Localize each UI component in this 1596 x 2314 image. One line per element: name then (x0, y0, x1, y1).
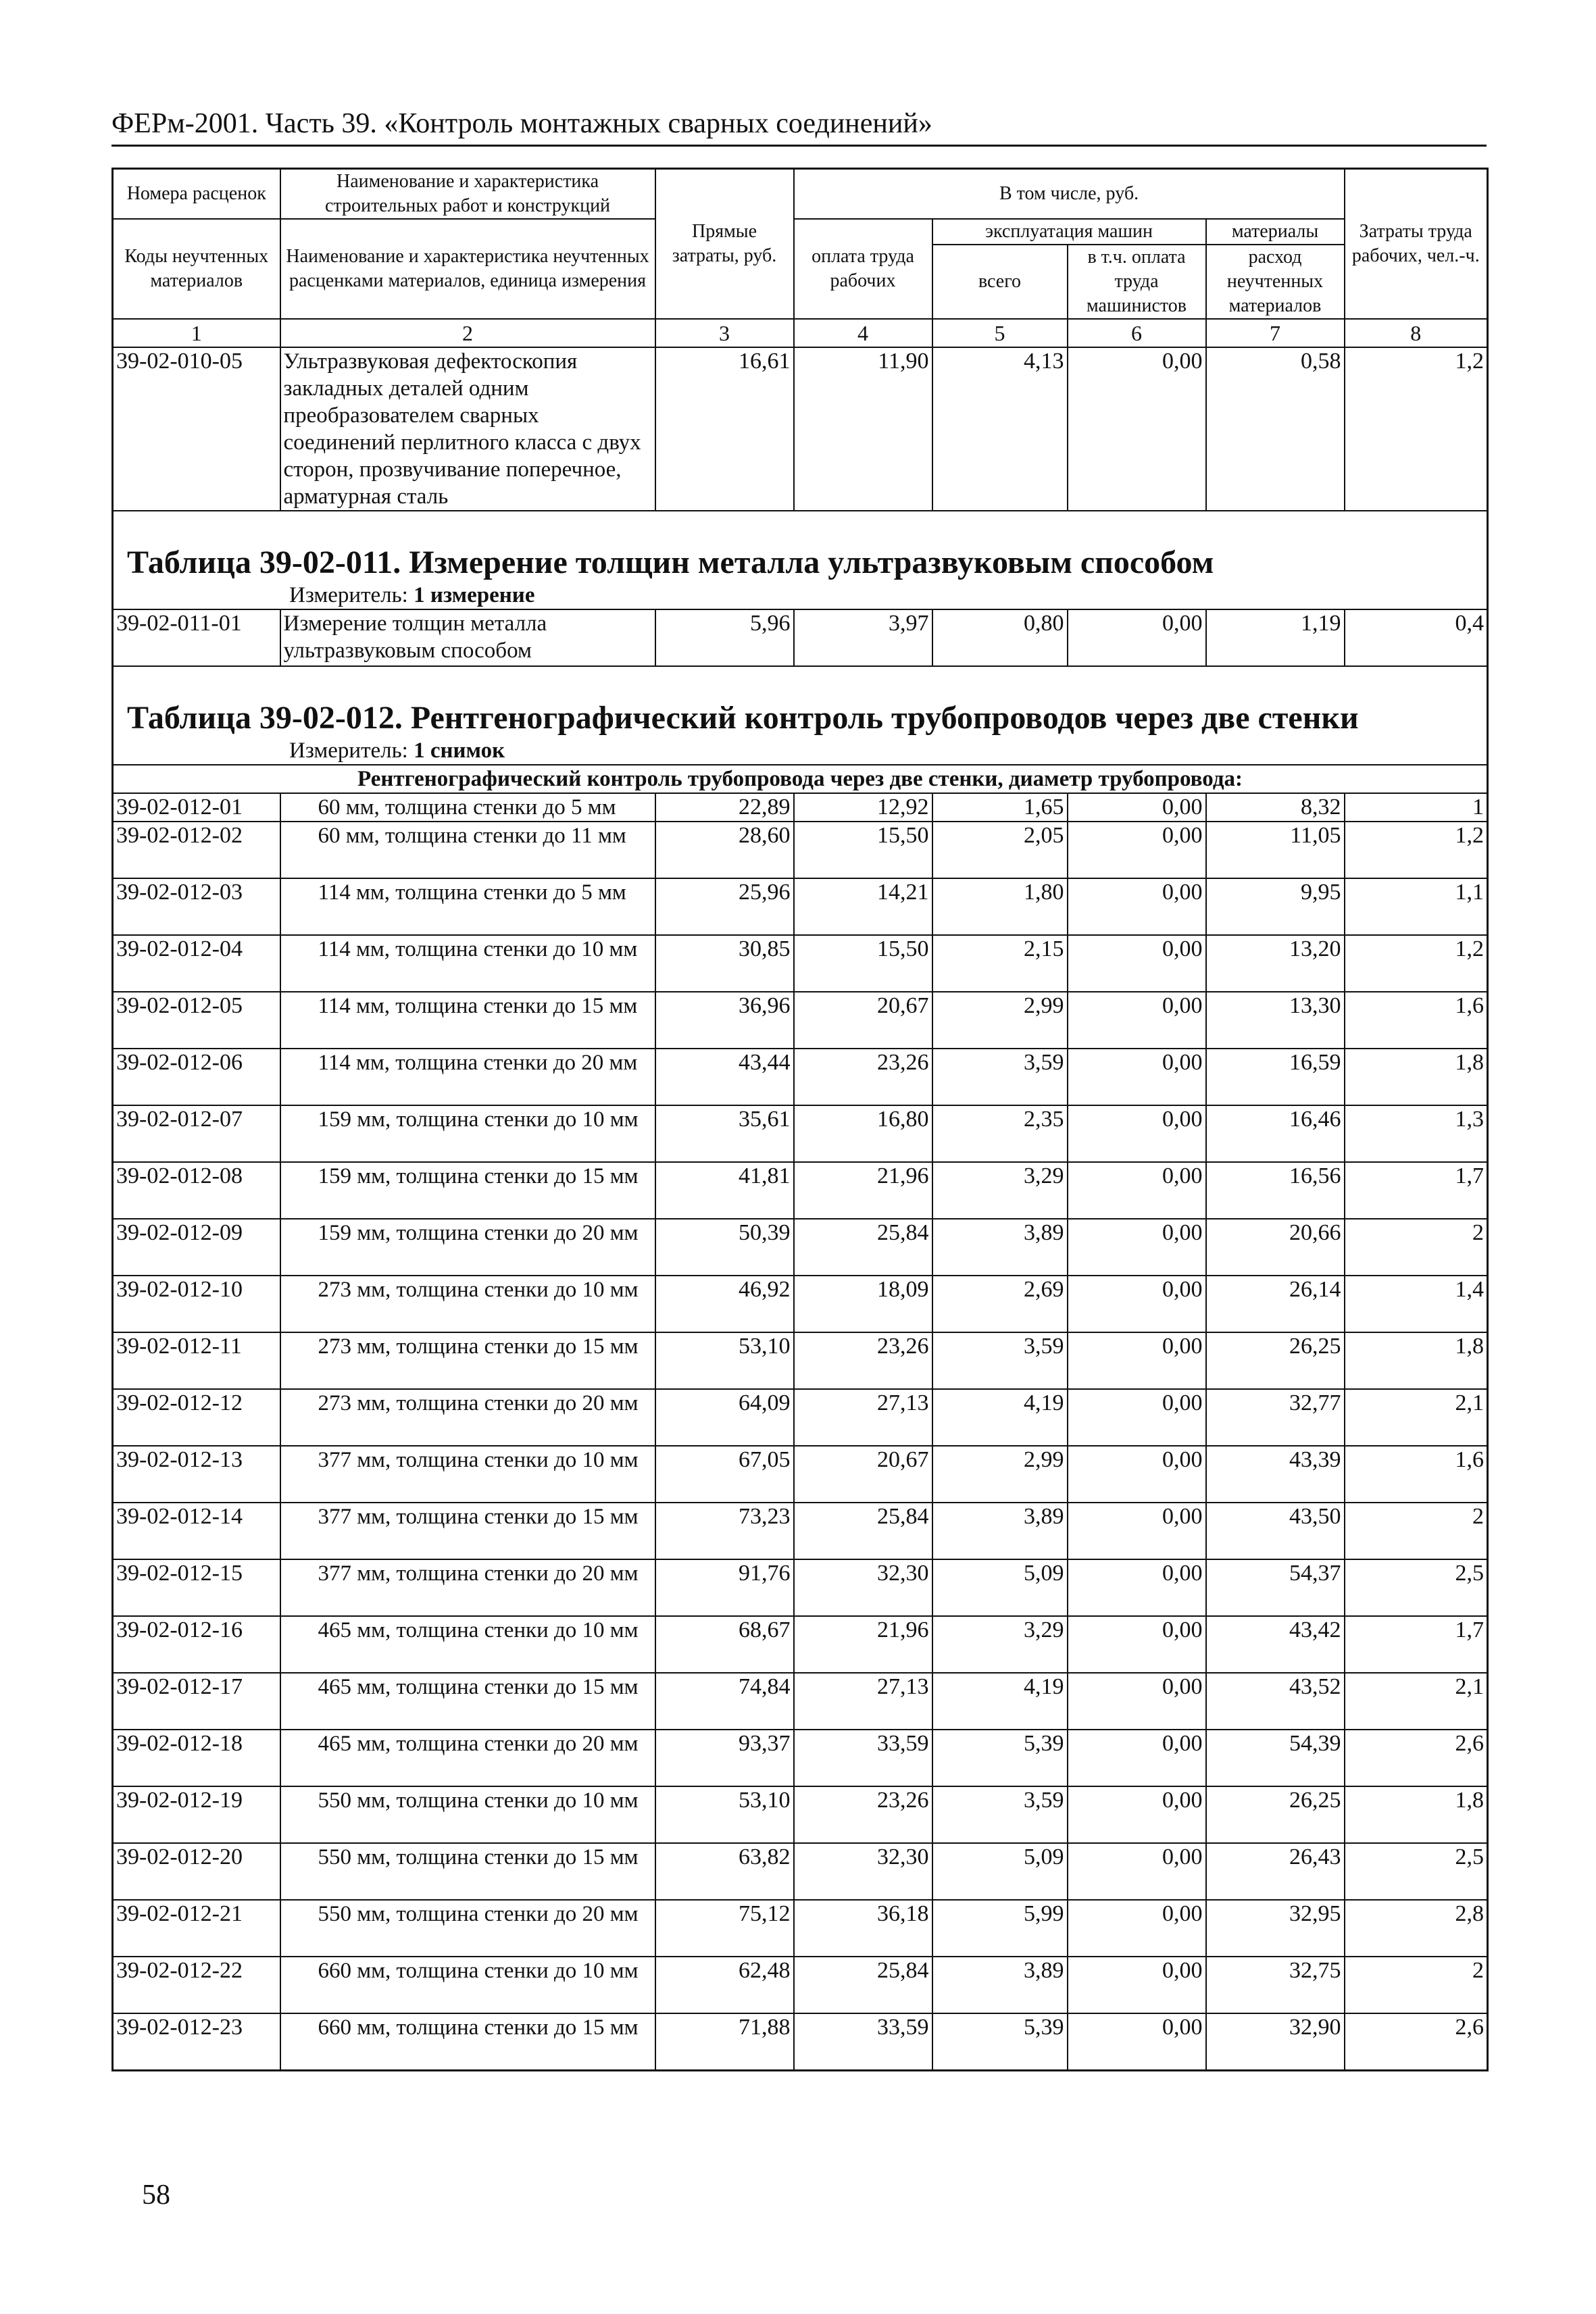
col-4-head: оплата труда рабочих (794, 219, 932, 319)
labor-hours: 1,1 (1345, 878, 1488, 935)
rate-code: 39-02-012-23 (113, 2013, 280, 2071)
machinists-pay: 0,00 (1068, 347, 1206, 511)
rate-name: 465 мм, толщина стенки до 10 мм (280, 1616, 655, 1673)
rates-table (111, 168, 1489, 2071)
labor-pay: 33,59 (794, 1730, 932, 1786)
rate-code: 39-02-012-07 (113, 1105, 280, 1162)
rate-code: 39-02-012-05 (113, 992, 280, 1049)
materials: 43,50 (1206, 1503, 1345, 1559)
machines-total: 3,89 (932, 1503, 1068, 1559)
direct-cost: 62,48 (655, 1957, 794, 2013)
direct-cost: 53,10 (655, 1332, 794, 1389)
labor-hours: 1,4 (1345, 1276, 1488, 1332)
table-row (113, 1673, 1488, 1730)
rate-code: 39-02-012-03 (113, 878, 280, 935)
table-row (113, 992, 1488, 1049)
machinists-pay: 0,00 (1068, 1276, 1206, 1332)
meter-label: Измеритель: (289, 738, 414, 763)
labor-pay: 21,96 (794, 1616, 932, 1673)
machinists-pay: 0,00 (1068, 1332, 1206, 1389)
header-row-2 (113, 219, 1488, 245)
labor-pay: 20,67 (794, 992, 932, 1049)
rate-code: 39-02-010-05 (113, 347, 280, 511)
machines-total: 2,99 (932, 992, 1068, 1049)
labor-hours: 2,8 (1345, 1900, 1488, 1957)
rate-code: 39-02-012-22 (113, 1957, 280, 2013)
meter-value: 1 измерение (414, 583, 535, 607)
col-7-head: расход неучтенных материалов (1206, 245, 1345, 319)
rate-name: Ультразвуковая дефектоскопия закладных деталей одним преобразователем сварных соединений перлитного класса с двух сторон, прозвучивание поперечное, арматурная сталь (280, 347, 655, 511)
labor-hours: 1,8 (1345, 1786, 1488, 1843)
rate-name: 660 мм, толщина стенки до 10 мм (280, 1957, 655, 2013)
materials: 16,56 (1206, 1162, 1345, 1219)
machines-head: эксплуатация машин (932, 219, 1206, 245)
rate-code: 39-02-012-15 (113, 1559, 280, 1616)
machines-total: 1,65 (932, 793, 1068, 822)
materials: 43,39 (1206, 1446, 1345, 1503)
materials: 26,25 (1206, 1786, 1345, 1843)
machines-total: 3,59 (932, 1049, 1068, 1105)
direct-cost: 64,09 (655, 1389, 794, 1446)
machines-total: 5,09 (932, 1843, 1068, 1900)
direct-cost: 53,10 (655, 1786, 794, 1843)
rate-code: 39-02-012-17 (113, 1673, 280, 1730)
labor-pay: 25,84 (794, 1219, 932, 1276)
direct-cost: 91,76 (655, 1559, 794, 1616)
rate-name: 114 мм, толщина стенки до 10 мм (280, 935, 655, 992)
col-num: 8 (1345, 319, 1488, 347)
table-row (113, 1162, 1488, 1219)
labor-pay: 23,26 (794, 1786, 932, 1843)
materials: 11,05 (1206, 822, 1345, 878)
direct-cost: 46,92 (655, 1276, 794, 1332)
table-row (113, 1105, 1488, 1162)
machines-total: 3,29 (932, 1162, 1068, 1219)
labor-pay: 33,59 (794, 2013, 932, 2071)
table-row (113, 1389, 1488, 1446)
column-numbers-row (113, 319, 1488, 347)
table-row (113, 935, 1488, 992)
machines-total: 4,13 (932, 347, 1068, 511)
machinists-pay: 0,00 (1068, 1446, 1206, 1503)
rate-code: 39-02-012-10 (113, 1276, 280, 1332)
labor-pay: 27,13 (794, 1389, 932, 1446)
table-row (113, 1503, 1488, 1559)
rate-code: 39-02-012-08 (113, 1162, 280, 1219)
rate-code: 39-02-012-13 (113, 1446, 280, 1503)
direct-cost: 75,12 (655, 1900, 794, 1957)
machinists-pay: 0,00 (1068, 1730, 1206, 1786)
materials: 26,25 (1206, 1332, 1345, 1389)
col-3-head: Прямые затраты, руб. (655, 169, 794, 320)
rate-code: 39-02-012-16 (113, 1616, 280, 1673)
machines-total: 5,39 (932, 1730, 1068, 1786)
labor-hours: 1,2 (1345, 822, 1488, 878)
direct-cost: 41,81 (655, 1162, 794, 1219)
rate-name: 273 мм, толщина стенки до 10 мм (280, 1276, 655, 1332)
table-012-subheader-row (113, 765, 1488, 793)
machines-total: 2,35 (932, 1105, 1068, 1162)
rate-name: 660 мм, толщина стенки до 15 мм (280, 2013, 655, 2071)
rate-name: 60 мм, толщина стенки до 5 мм (280, 793, 655, 822)
meter-label: Измеритель: (289, 583, 414, 607)
table-011-title: Таблица 39-02-011. Измерение толщин металла ультразвуковым способом (113, 511, 1488, 582)
page-header: ФЕРм-2001. Часть 39. «Контроль монтажных сварных соединений» (111, 107, 1487, 147)
table-row (113, 1219, 1488, 1276)
table-012-title: Таблица 39-02-012. Рентгенографический контроль трубопроводов через две стенки (113, 666, 1488, 737)
labor-pay: 32,30 (794, 1559, 932, 1616)
machines-total: 4,19 (932, 1389, 1068, 1446)
col-num: 4 (794, 319, 932, 347)
machinists-pay: 0,00 (1068, 1616, 1206, 1673)
machinists-pay: 0,00 (1068, 1900, 1206, 1957)
machinists-pay: 0,00 (1068, 1843, 1206, 1900)
materials: 43,42 (1206, 1616, 1345, 1673)
labor-hours: 2,5 (1345, 1559, 1488, 1616)
table-row (113, 1900, 1488, 1957)
labor-hours: 1,6 (1345, 992, 1488, 1049)
col-1b-head: Коды неучтенных материалов (113, 219, 280, 319)
table-012-caption (113, 666, 1488, 737)
direct-cost: 5,96 (655, 609, 794, 666)
direct-cost: 25,96 (655, 878, 794, 935)
labor-hours: 0,4 (1345, 609, 1488, 666)
rate-name: 550 мм, толщина стенки до 15 мм (280, 1843, 655, 1900)
labor-hours: 2,1 (1345, 1389, 1488, 1446)
rate-name: 377 мм, толщина стенки до 15 мм (280, 1503, 655, 1559)
machines-total: 3,29 (932, 1616, 1068, 1673)
labor-hours: 1,8 (1345, 1049, 1488, 1105)
table-012-subheader: Рентгенографический контроль трубопровода через две стенки, диаметр трубопровода: (113, 765, 1488, 793)
direct-cost: 93,37 (655, 1730, 794, 1786)
rate-code: 39-02-012-04 (113, 935, 280, 992)
table-row (113, 609, 1488, 666)
direct-cost: 71,88 (655, 2013, 794, 2071)
materials: 20,66 (1206, 1219, 1345, 1276)
rate-code: 39-02-011-01 (113, 609, 280, 666)
direct-cost: 30,85 (655, 935, 794, 992)
table-row (113, 1049, 1488, 1105)
col-8-head: Затраты труда рабочих, чел.-ч. (1345, 169, 1488, 320)
table-row (113, 1446, 1488, 1503)
machines-total: 5,09 (932, 1559, 1068, 1616)
table-012-meter (113, 737, 1488, 765)
machinists-pay: 0,00 (1068, 1049, 1206, 1105)
machines-total: 3,89 (932, 1957, 1068, 2013)
labor-hours: 2,1 (1345, 1673, 1488, 1730)
materials: 26,14 (1206, 1276, 1345, 1332)
machines-total: 2,99 (932, 1446, 1068, 1503)
table-row (113, 1957, 1488, 2013)
materials: 1,19 (1206, 609, 1345, 666)
machinists-pay: 0,00 (1068, 1673, 1206, 1730)
rate-name: 114 мм, толщина стенки до 5 мм (280, 878, 655, 935)
labor-hours: 1,2 (1345, 935, 1488, 992)
rate-name: 377 мм, толщина стенки до 20 мм (280, 1559, 655, 1616)
table-row (113, 1616, 1488, 1673)
rate-name: 465 мм, толщина стенки до 15 мм (280, 1673, 655, 1730)
direct-cost: 16,61 (655, 347, 794, 511)
labor-hours: 1,8 (1345, 1332, 1488, 1389)
labor-pay: 23,26 (794, 1049, 932, 1105)
direct-cost: 22,89 (655, 793, 794, 822)
rate-name: Измерение толщин металла ультразвуковым способом (280, 609, 655, 666)
rate-code: 39-02-012-20 (113, 1843, 280, 1900)
header-row-1 (113, 169, 1488, 220)
labor-hours: 2 (1345, 1219, 1488, 1276)
materials: 13,20 (1206, 935, 1345, 992)
labor-pay: 21,96 (794, 1162, 932, 1219)
labor-hours: 2,5 (1345, 1843, 1488, 1900)
materials: 9,95 (1206, 878, 1345, 935)
labor-hours: 2,6 (1345, 2013, 1488, 2071)
labor-hours: 2,6 (1345, 1730, 1488, 1786)
machinists-pay: 0,00 (1068, 1786, 1206, 1843)
machinists-pay: 0,00 (1068, 878, 1206, 935)
table-row (113, 347, 1488, 511)
labor-hours: 1,7 (1345, 1616, 1488, 1673)
labor-pay: 36,18 (794, 1900, 932, 1957)
direct-cost: 35,61 (655, 1105, 794, 1162)
rate-name: 159 мм, толщина стенки до 20 мм (280, 1219, 655, 1276)
rate-code: 39-02-012-18 (113, 1730, 280, 1786)
direct-cost: 73,23 (655, 1503, 794, 1559)
machines-total: 2,15 (932, 935, 1068, 992)
machines-total: 3,59 (932, 1786, 1068, 1843)
rate-name: 465 мм, толщина стенки до 20 мм (280, 1730, 655, 1786)
direct-cost: 28,60 (655, 822, 794, 878)
labor-hours: 1 (1345, 793, 1488, 822)
col-num: 2 (280, 319, 655, 347)
materials-head: материалы (1206, 219, 1345, 245)
labor-pay: 20,67 (794, 1446, 932, 1503)
machinists-pay: 0,00 (1068, 935, 1206, 992)
materials: 0,58 (1206, 347, 1345, 511)
rate-name: 114 мм, толщина стенки до 20 мм (280, 1049, 655, 1105)
direct-cost: 36,96 (655, 992, 794, 1049)
machinists-pay: 0,00 (1068, 1389, 1206, 1446)
machines-total: 5,99 (932, 1900, 1068, 1957)
machinists-pay: 0,00 (1068, 822, 1206, 878)
labor-hours: 1,6 (1345, 1446, 1488, 1503)
labor-pay: 23,26 (794, 1332, 932, 1389)
labor-pay: 3,97 (794, 609, 932, 666)
materials: 32,75 (1206, 1957, 1345, 2013)
direct-cost: 50,39 (655, 1219, 794, 1276)
page-number: 58 (142, 2180, 170, 2211)
table-011-meter (113, 582, 1488, 609)
table-row (113, 822, 1488, 878)
rate-name: 273 мм, толщина стенки до 20 мм (280, 1389, 655, 1446)
direct-cost: 63,82 (655, 1843, 794, 1900)
materials: 32,90 (1206, 2013, 1345, 2071)
rate-code: 39-02-012-14 (113, 1503, 280, 1559)
machines-total: 4,19 (932, 1673, 1068, 1730)
machines-total: 2,05 (932, 822, 1068, 878)
materials: 16,46 (1206, 1105, 1345, 1162)
rate-code: 39-02-012-11 (113, 1332, 280, 1389)
rate-name: 550 мм, толщина стенки до 20 мм (280, 1900, 655, 1957)
machines-total: 2,69 (932, 1276, 1068, 1332)
table-row (113, 878, 1488, 935)
col-6-head: в т.ч. оплата труда машинистов (1068, 245, 1206, 319)
materials: 13,30 (1206, 992, 1345, 1049)
machines-total: 5,39 (932, 2013, 1068, 2071)
table-row (113, 793, 1488, 822)
rate-name: 273 мм, толщина стенки до 15 мм (280, 1332, 655, 1389)
rate-code: 39-02-012-09 (113, 1219, 280, 1276)
direct-cost: 74,84 (655, 1673, 794, 1730)
labor-hours: 2 (1345, 1503, 1488, 1559)
incl-head: В том числе, руб. (794, 169, 1345, 220)
labor-pay: 16,80 (794, 1105, 932, 1162)
col-num: 1 (113, 319, 280, 347)
labor-pay: 18,09 (794, 1276, 932, 1332)
machines-total: 3,59 (932, 1332, 1068, 1389)
machines-total: 3,89 (932, 1219, 1068, 1276)
rate-name: 159 мм, толщина стенки до 10 мм (280, 1105, 655, 1162)
rate-code: 39-02-012-06 (113, 1049, 280, 1105)
labor-hours: 1,7 (1345, 1162, 1488, 1219)
rate-name: 159 мм, толщина стенки до 15 мм (280, 1162, 655, 1219)
materials: 16,59 (1206, 1049, 1345, 1105)
machines-total: 1,80 (932, 878, 1068, 935)
col-num: 3 (655, 319, 794, 347)
direct-cost: 68,67 (655, 1616, 794, 1673)
table-row (113, 2013, 1488, 2071)
col-num: 5 (932, 319, 1068, 347)
rate-code: 39-02-012-19 (113, 1786, 280, 1843)
machinists-pay: 0,00 (1068, 992, 1206, 1049)
materials: 54,37 (1206, 1559, 1345, 1616)
rate-name: 550 мм, толщина стенки до 10 мм (280, 1786, 655, 1843)
materials: 8,32 (1206, 793, 1345, 822)
labor-pay: 25,84 (794, 1957, 932, 2013)
table-row (113, 1786, 1488, 1843)
col-5-head: всего (932, 245, 1068, 319)
labor-hours: 2 (1345, 1957, 1488, 2013)
direct-cost: 43,44 (655, 1049, 794, 1105)
rate-code: 39-02-012-21 (113, 1900, 280, 1957)
machinists-pay: 0,00 (1068, 1559, 1206, 1616)
machinists-pay: 0,00 (1068, 1162, 1206, 1219)
machines-total: 0,80 (932, 609, 1068, 666)
labor-pay: 32,30 (794, 1843, 932, 1900)
machinists-pay: 0,00 (1068, 609, 1206, 666)
labor-pay: 12,92 (794, 793, 932, 822)
labor-pay: 11,90 (794, 347, 932, 511)
col-1-head: Номера расценок (113, 169, 280, 220)
labor-pay: 25,84 (794, 1503, 932, 1559)
materials: 32,77 (1206, 1389, 1345, 1446)
col-2b-head: Наименование и характеристика неучтенных расценками материалов, единица измерения (280, 219, 655, 319)
table-011-caption (113, 511, 1488, 582)
rate-code: 39-02-012-12 (113, 1389, 280, 1446)
table-row (113, 1843, 1488, 1900)
machinists-pay: 0,00 (1068, 1105, 1206, 1162)
materials: 43,52 (1206, 1673, 1345, 1730)
col-num: 6 (1068, 319, 1206, 347)
materials: 26,43 (1206, 1843, 1345, 1900)
machinists-pay: 0,00 (1068, 1503, 1206, 1559)
table-row (113, 1559, 1488, 1616)
table-row (113, 1276, 1488, 1332)
rate-name: 114 мм, толщина стенки до 15 мм (280, 992, 655, 1049)
col-2-head: Наименование и характеристика строительных работ и конструкций (280, 169, 655, 220)
labor-pay: 15,50 (794, 822, 932, 878)
materials: 32,95 (1206, 1900, 1345, 1957)
machinists-pay: 0,00 (1068, 793, 1206, 822)
rate-code: 39-02-012-02 (113, 822, 280, 878)
machinists-pay: 0,00 (1068, 1957, 1206, 2013)
meter-value: 1 снимок (414, 738, 505, 763)
materials: 54,39 (1206, 1730, 1345, 1786)
labor-pay: 27,13 (794, 1673, 932, 1730)
labor-hours: 1,2 (1345, 347, 1488, 511)
labor-pay: 15,50 (794, 935, 932, 992)
rate-name: 377 мм, толщина стенки до 10 мм (280, 1446, 655, 1503)
table-row (113, 1332, 1488, 1389)
table-row (113, 1730, 1488, 1786)
machinists-pay: 0,00 (1068, 1219, 1206, 1276)
direct-cost: 67,05 (655, 1446, 794, 1503)
labor-hours: 1,3 (1345, 1105, 1488, 1162)
col-num: 7 (1206, 319, 1345, 347)
labor-pay: 14,21 (794, 878, 932, 935)
rate-code: 39-02-012-01 (113, 793, 280, 822)
rate-name: 60 мм, толщина стенки до 11 мм (280, 822, 655, 878)
machinists-pay: 0,00 (1068, 2013, 1206, 2071)
